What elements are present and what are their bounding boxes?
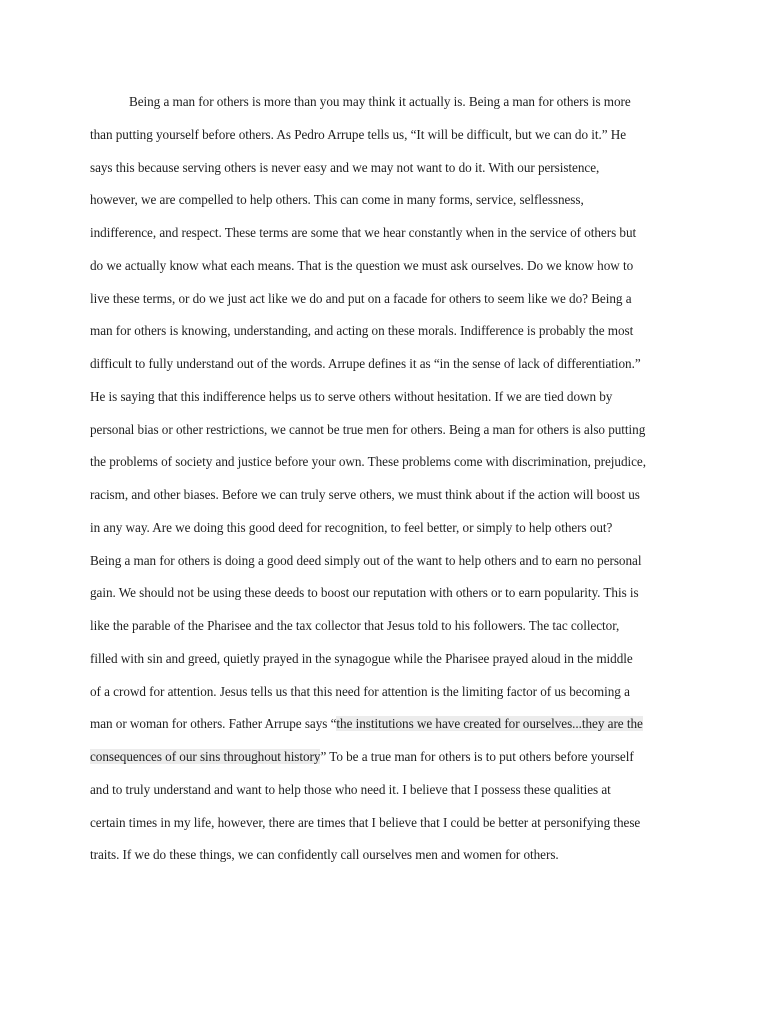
text-segment: Being a man for others is more than you may think it actually is. Being a man for others is more <box>90 94 631 109</box>
text-segment: Being a man for others is doing a good deed simply out of the want to help others and to earn no personal <box>90 552 642 568</box>
text-line <box>90 123 690 156</box>
text-line <box>90 778 690 811</box>
highlighted-quote: consequences of our sins throughout history <box>90 749 321 764</box>
text-segment: like the parable of the Pharisee and the tax collector that Jesus told to his followers. The tac collector, <box>90 618 620 633</box>
text-line <box>90 712 690 745</box>
text-segment: He is saying that this indifference helps us to serve others without hesitation. If we are tied down by <box>90 388 613 404</box>
text-segment: of a crowd for attention. Jesus tells us that this need for attention is the limiting factor of us becoming a <box>90 683 630 699</box>
text-line <box>90 418 690 451</box>
text-line <box>90 352 690 385</box>
text-segment: in any way. Are we doing this good deed for recognition, to feel better, or simply to help others out? <box>90 519 613 535</box>
text-segment: traits. If we do these things, we can confidently call ourselves men and women for others. <box>90 847 559 863</box>
text-segment: says this because serving others is never easy and we may not want to do it. With our persistence, <box>90 159 600 175</box>
text-segment: filled with sin and greed, quietly prayed in the synagogue while the Pharisee prayed aloud in the middle <box>90 650 633 666</box>
essay-body <box>90 90 690 876</box>
text-line <box>90 385 690 418</box>
text-segment: the problems of society and justice before your own. These problems come with discrimination, prejudice, <box>90 454 646 470</box>
text-segment: man for others is knowing, understanding, and acting on these morals. Indifference is probably the most <box>90 323 634 339</box>
text-line <box>90 843 690 876</box>
text-line <box>90 745 690 778</box>
text-segment: and to truly understand and want to help those who need it. I believe that I possess these qualities at <box>90 781 611 797</box>
text-line <box>90 188 690 221</box>
text-segment: gain. We should not be using these deeds to boost our reputation with others or to earn popularity. This is <box>90 585 639 601</box>
text-line <box>90 287 690 320</box>
text-line <box>90 680 690 713</box>
text-line <box>90 319 690 352</box>
text-line <box>90 90 690 123</box>
text-line <box>90 254 690 287</box>
text-segment: do we actually know what each means. That is the question we must ask ourselves. Do we know how to <box>90 257 634 273</box>
text-segment: indifference, and respect. These terms are some that we hear constantly when in the service of others but <box>90 225 637 240</box>
text-line <box>90 221 690 254</box>
text-line <box>90 581 690 614</box>
text-line <box>90 516 690 549</box>
text-segment: however, we are compelled to help others. This can come in many forms, service, selflessness, <box>90 192 584 208</box>
highlighted-quote: the institutions we have created for ourselves...they are the <box>336 716 643 732</box>
text-line <box>90 647 690 680</box>
text-segment: ” To be a true man for others is to put others before yourself <box>320 749 634 764</box>
text-segment: racism, and other biases. Before we can truly serve others, we must think about if the action will boost us <box>90 487 640 502</box>
text-segment: live these terms, or do we just act like we do and put on a facade for others to seem like we do? Being a <box>90 290 632 306</box>
text-segment: difficult to fully understand out of the words. Arrupe defines it as “in the sense of lack of differentiation.” <box>90 356 641 371</box>
text-segment: personal bias or other restrictions, we cannot be true men for others. Being a man for others is also putting <box>90 421 646 437</box>
text-line <box>90 549 690 582</box>
text-line <box>90 450 690 483</box>
text-segment: than putting yourself before others. As Pedro Arrupe tells us, “It will be difficult, but we can do it.” He <box>90 126 627 142</box>
text-line <box>90 156 690 189</box>
text-line <box>90 483 690 516</box>
text-segment: certain times in my life, however, there are times that I believe that I could be better at personifying these <box>90 814 641 830</box>
text-line <box>90 811 690 844</box>
text-segment: man or woman for others. Father Arrupe says “ <box>90 716 337 732</box>
text-line <box>90 614 690 647</box>
